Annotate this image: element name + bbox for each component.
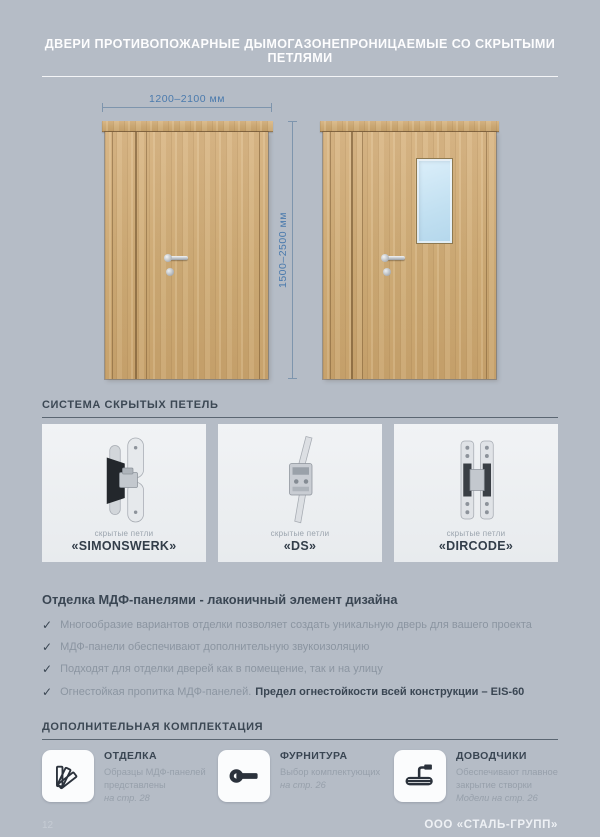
mdf-feature-list <box>42 619 558 699</box>
door-glass-window <box>416 158 453 244</box>
doors-figure <box>0 77 600 389</box>
hinge-card-ds <box>218 424 382 562</box>
fire-rating-highlight: Предел огнестойкости всей конструкции – EIS-60 <box>255 685 525 698</box>
hinge-caption: скрытые петли <box>446 529 506 538</box>
hinges-section-title: СИСТЕМА СКРЫТЫХ ПЕТЕЛЬ <box>42 399 219 411</box>
extra-item-hardware: ФУРНИТУРА Выбор комплектующих на стр. 26 <box>218 750 382 805</box>
door-lock-cylinder <box>383 268 391 276</box>
door-left-narrow-leaf <box>105 132 137 379</box>
extra-item-finishing: ОТДЕЛКА Образцы МДФ-панелей представлены на стр. 28 <box>42 750 206 805</box>
height-dimension-label: 1500–2500 мм <box>277 212 289 288</box>
section-divider <box>42 739 558 740</box>
door-figure-right <box>323 132 496 379</box>
page-footer <box>42 819 558 831</box>
hinge-brand: «SIMONSWERK» <box>71 539 177 553</box>
hinge-caption: скрытые петли <box>94 529 154 538</box>
hinge-simonswerk-image <box>85 435 163 525</box>
height-dimension <box>277 121 293 379</box>
page-title: ДВЕРИ ПРОТИВОПОЖАРНЫЕ ДЫМОГАЗОНЕПРОНИЦАЕМЫЕ СО СКРЫТЫМИ ПЕТЛЯМИ <box>44 37 556 65</box>
door-closer-icon <box>403 759 437 793</box>
door-right-lintel <box>320 121 499 132</box>
hinge-caption: скрытые петли <box>270 529 330 538</box>
door-handle <box>382 256 405 260</box>
extra-item-title: ФУРНИТУРА <box>280 749 348 762</box>
hinge-card-dircode <box>394 424 558 562</box>
page-reference: на стр. 28 <box>104 792 150 803</box>
extras-section <box>42 721 558 805</box>
door-figure-left <box>105 132 268 379</box>
list-item: ✓ МДФ-панели обеспечивают дополнительную звукоизоляцию <box>42 640 370 655</box>
extra-item-title: ДОВОДЧИКИ <box>456 749 527 762</box>
hinge-ds-image <box>261 435 339 525</box>
list-item: ✓ Огнестойкая пропитка МДФ-панелей. Предел огнестойкости всей конструкции – EIS-60 <box>42 684 525 699</box>
door-left-lintel <box>102 121 273 132</box>
mdf-section <box>42 592 558 699</box>
check-icon: ✓ <box>42 684 53 699</box>
list-item: ✓ Подходят для отделки дверей как в помещение, так и на улицу <box>42 662 383 677</box>
hinge-dircode-image <box>437 435 515 525</box>
list-item: ✓ Многообразие вариантов отделки позволяет создать уникальную дверь для вашего проекта <box>42 618 532 632</box>
page-reference: на стр. 26 <box>280 779 326 790</box>
width-dimension-line <box>102 107 272 108</box>
width-dimension-label: 1200–2100 мм <box>149 93 225 105</box>
extra-item-closers: ДОВОДЧИКИ Обеспечивают плавное закрытие створки Модели на стр. 26 <box>394 750 558 805</box>
check-icon: ✓ <box>42 662 53 677</box>
extras-section-title: ДОПОЛНИТЕЛЬНАЯ КОМПЛЕКТАЦИЯ <box>42 720 264 733</box>
check-icon: ✓ <box>42 618 53 632</box>
mdf-section-title: Отделка МДФ-панелями - лаконичный элемент дизайна <box>42 592 398 607</box>
extra-item-title: ОТДЕЛКА <box>104 749 157 762</box>
page-reference: Модели на стр. 26 <box>456 792 538 803</box>
company-name: ООО «СТАЛЬ-ГРУПП» <box>424 818 558 831</box>
page-header <box>42 0 558 77</box>
width-dimension <box>102 93 272 108</box>
door-lock-cylinder <box>166 268 174 276</box>
door-handle-icon <box>227 759 261 793</box>
mdf-samples-icon <box>51 759 85 793</box>
hinge-card-simonswerk <box>42 424 206 562</box>
check-icon: ✓ <box>42 640 53 655</box>
page-number: 12 <box>42 819 54 831</box>
hinge-brand: «DS» <box>283 539 317 553</box>
door-right-narrow-leaf <box>323 132 353 379</box>
hinges-section <box>42 399 558 562</box>
section-divider <box>42 417 558 418</box>
door-handle <box>165 256 188 260</box>
hinge-brand: «DIRCODE» <box>438 539 514 553</box>
